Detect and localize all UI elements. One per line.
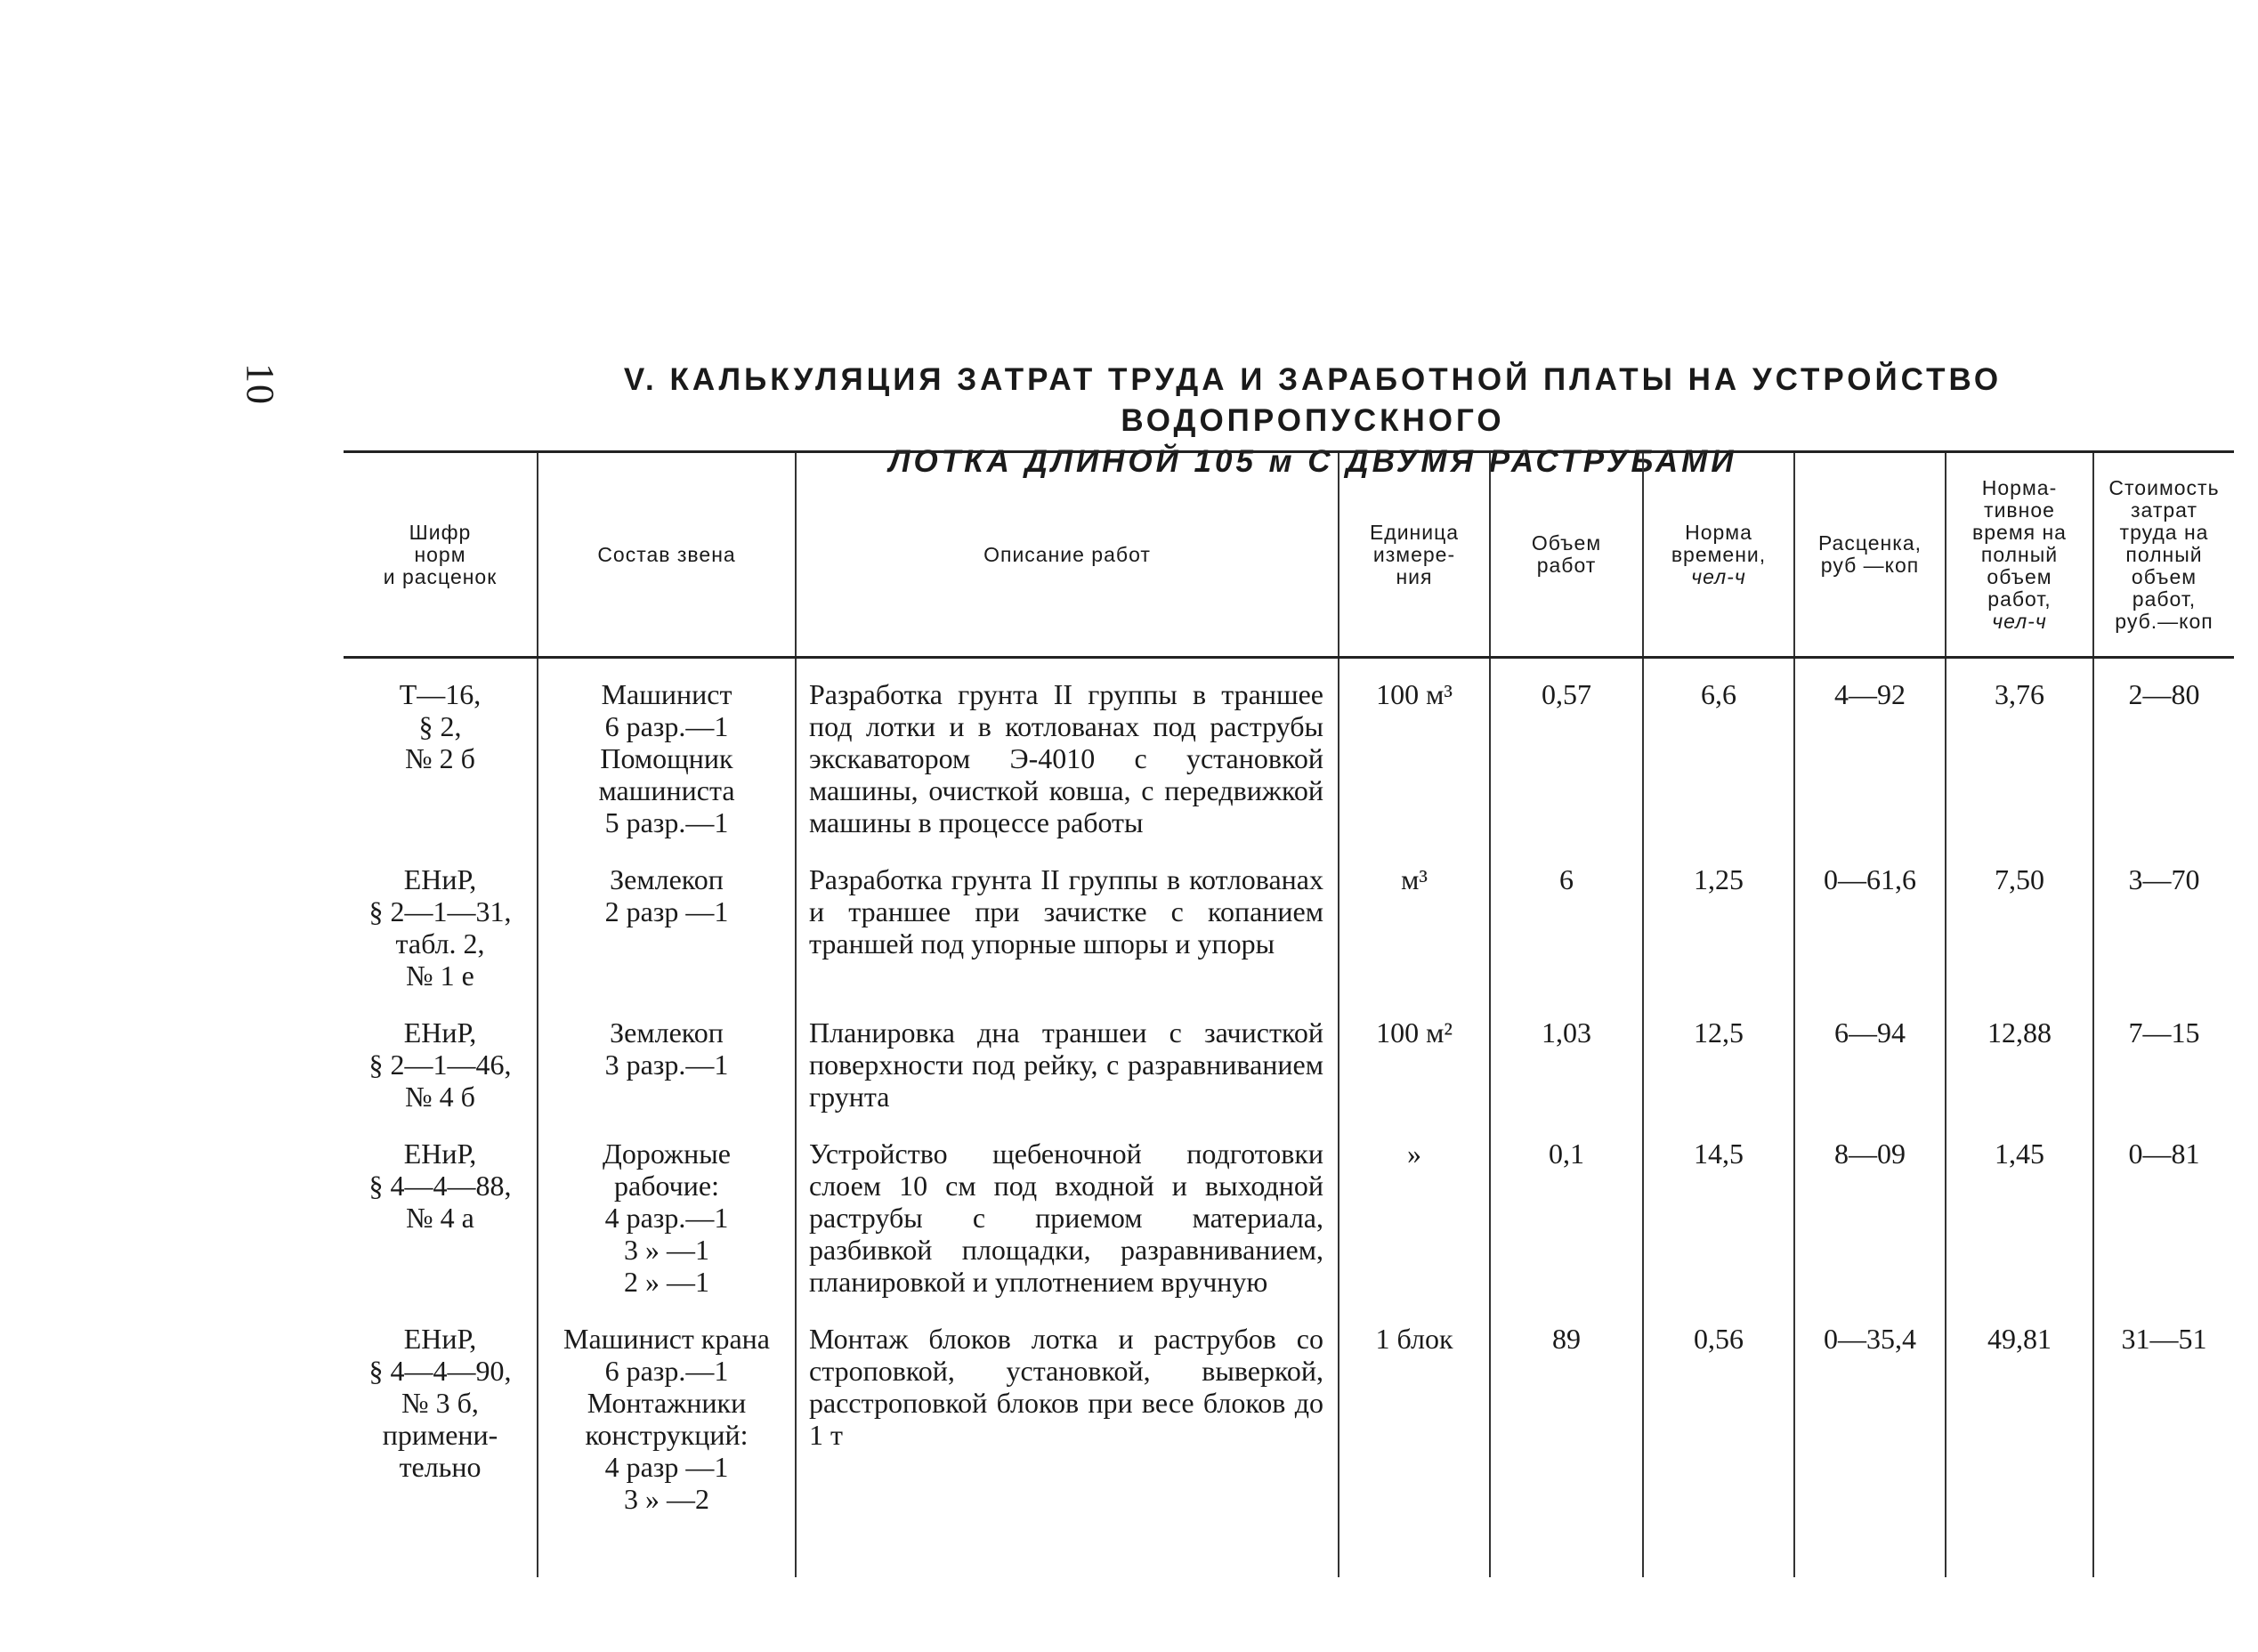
cell-volume: 0,57 — [1490, 658, 1643, 845]
cell-code: ЕНиР, § 2—1—31, табл. 2, № 1 е — [368, 863, 512, 992]
cell-total-time: 1,45 — [1946, 1118, 2093, 1303]
cell-crew: Машинист крана 6 разр.—1 Монтажники конструкций: 4 разр —1 3 » —2 — [538, 1303, 796, 1577]
cell-code: ЕНиР, § 4—4—90, № 3 б, примени- тельно — [368, 1323, 512, 1483]
cell-rate: 0—35,4 — [1794, 1303, 1946, 1577]
header-time-norm: Норма времени, чел-ч — [1643, 452, 1794, 658]
calculation-table — [344, 450, 2234, 1577]
header-volume: Объем работ — [1490, 452, 1643, 658]
cell-total-time: 12,88 — [1946, 997, 2093, 1118]
cell-time-norm: 1,25 — [1643, 844, 1794, 997]
cell-unit: 100 м² — [1339, 997, 1490, 1118]
cell-unit: » — [1339, 1118, 1490, 1303]
cell-volume: 1,03 — [1490, 997, 1643, 1118]
cell-rate: 0—61,6 — [1794, 844, 1946, 997]
cell-rate: 8—09 — [1794, 1118, 1946, 1303]
header-description: Описание работ — [796, 452, 1339, 658]
cell-total-cost: 0—81 — [2093, 1118, 2234, 1303]
cell-unit: м³ — [1339, 844, 1490, 997]
table-row — [344, 844, 2234, 997]
cell-code: ЕНиР, § 4—4—88, № 4 а — [368, 1138, 512, 1234]
cell-time-norm: 12,5 — [1643, 997, 1794, 1118]
cell-crew: Землекоп 2 разр —1 — [538, 844, 796, 997]
cell-rate: 4—92 — [1794, 658, 1946, 845]
cell-total-time: 7,50 — [1946, 844, 2093, 997]
cell-total-cost: 7—15 — [2093, 997, 2234, 1118]
header-rate: Расценка, руб —коп — [1794, 452, 1946, 658]
cell-code: Т—16, § 2, № 2 б — [399, 678, 482, 774]
header-total-time: Норма- тивное время на полный объем работ, чел-ч — [1946, 452, 2093, 658]
table-row — [344, 1303, 2234, 1577]
cell-crew: Дорожные рабочие: 4 разр.—1 3 » —1 2 » —1 — [538, 1118, 796, 1303]
cell-total-cost: 3—70 — [2093, 844, 2234, 997]
cell-unit: 1 блок — [1339, 1303, 1490, 1577]
cell-description: Устройство щебеночной подготовки слоем 10 см под входной и выходной раструбы с приемом материала, разбивкой площадки, разравниванием, планировкой и уплотнением вручную — [796, 1118, 1339, 1303]
cell-total-cost: 31—51 — [2093, 1303, 2234, 1577]
cell-crew: Землекоп 3 разр.—1 — [538, 997, 796, 1118]
cell-rate: 6—94 — [1794, 997, 1946, 1118]
header-code: Шифр норм и расценок — [344, 452, 538, 658]
cell-time-norm: 0,56 — [1643, 1303, 1794, 1577]
cell-total-time: 3,76 — [1946, 658, 2093, 845]
table-header-row — [344, 452, 2234, 658]
table-row — [344, 997, 2234, 1118]
header-unit: Единица измере- ния — [1339, 452, 1490, 658]
cell-code: ЕНиР, § 2—1—46, № 4 б — [368, 1016, 512, 1113]
cell-volume: 0,1 — [1490, 1118, 1643, 1303]
table-row — [344, 1118, 2234, 1303]
header-crew: Состав звена — [538, 452, 796, 658]
cell-time-norm: 14,5 — [1643, 1118, 1794, 1303]
cell-total-time: 49,81 — [1946, 1303, 2093, 1577]
cell-total-cost: 2—80 — [2093, 658, 2234, 845]
cell-volume: 89 — [1490, 1303, 1643, 1577]
cell-description: Разработка грунта II группы в котлованах и траншее при зачистке с копанием траншей под упорные шпоры и упоры — [796, 844, 1339, 997]
cell-description: Монтаж блоков лотка и раструбов со строповкой, установкой, выверкой, расстроповкой блоков при весе блоков до 1 т — [796, 1303, 1339, 1577]
cell-unit: 100 м³ — [1339, 658, 1490, 845]
cell-time-norm: 6,6 — [1643, 658, 1794, 845]
header-total-cost: Стоимость затрат труда на полный объем работ, руб.—коп — [2093, 452, 2234, 658]
cell-description: Планировка дна траншеи с зачисткой поверхности под рейку, с разравниванием грунта — [796, 997, 1339, 1118]
cell-volume: 6 — [1490, 844, 1643, 997]
page-number: 10 — [239, 363, 282, 406]
title-line-2: ЛОТКА ДЛИНОЙ 105 м С ДВУМЯ РАСТРУБАМИ — [888, 444, 1737, 479]
cell-crew: Машинист 6 разр.—1 Помощник машиниста 5 разр.—1 — [538, 658, 796, 845]
table-row — [344, 658, 2234, 845]
cell-description: Разработка грунта II группы в траншее под лотки и в котлованах под раструбы экскаватором Э-4010 с установкой машины, очисткой ковша, с передвижкой машины в процессе работы — [796, 658, 1339, 845]
title-line-1: V. КАЛЬКУЛЯЦИЯ ЗАТРАТ ТРУДА И ЗАРАБОТНОЙ ПЛАТЫ НА УСТРОЙСТВО ВОДОПРОПУСКНОГО — [623, 362, 2003, 438]
